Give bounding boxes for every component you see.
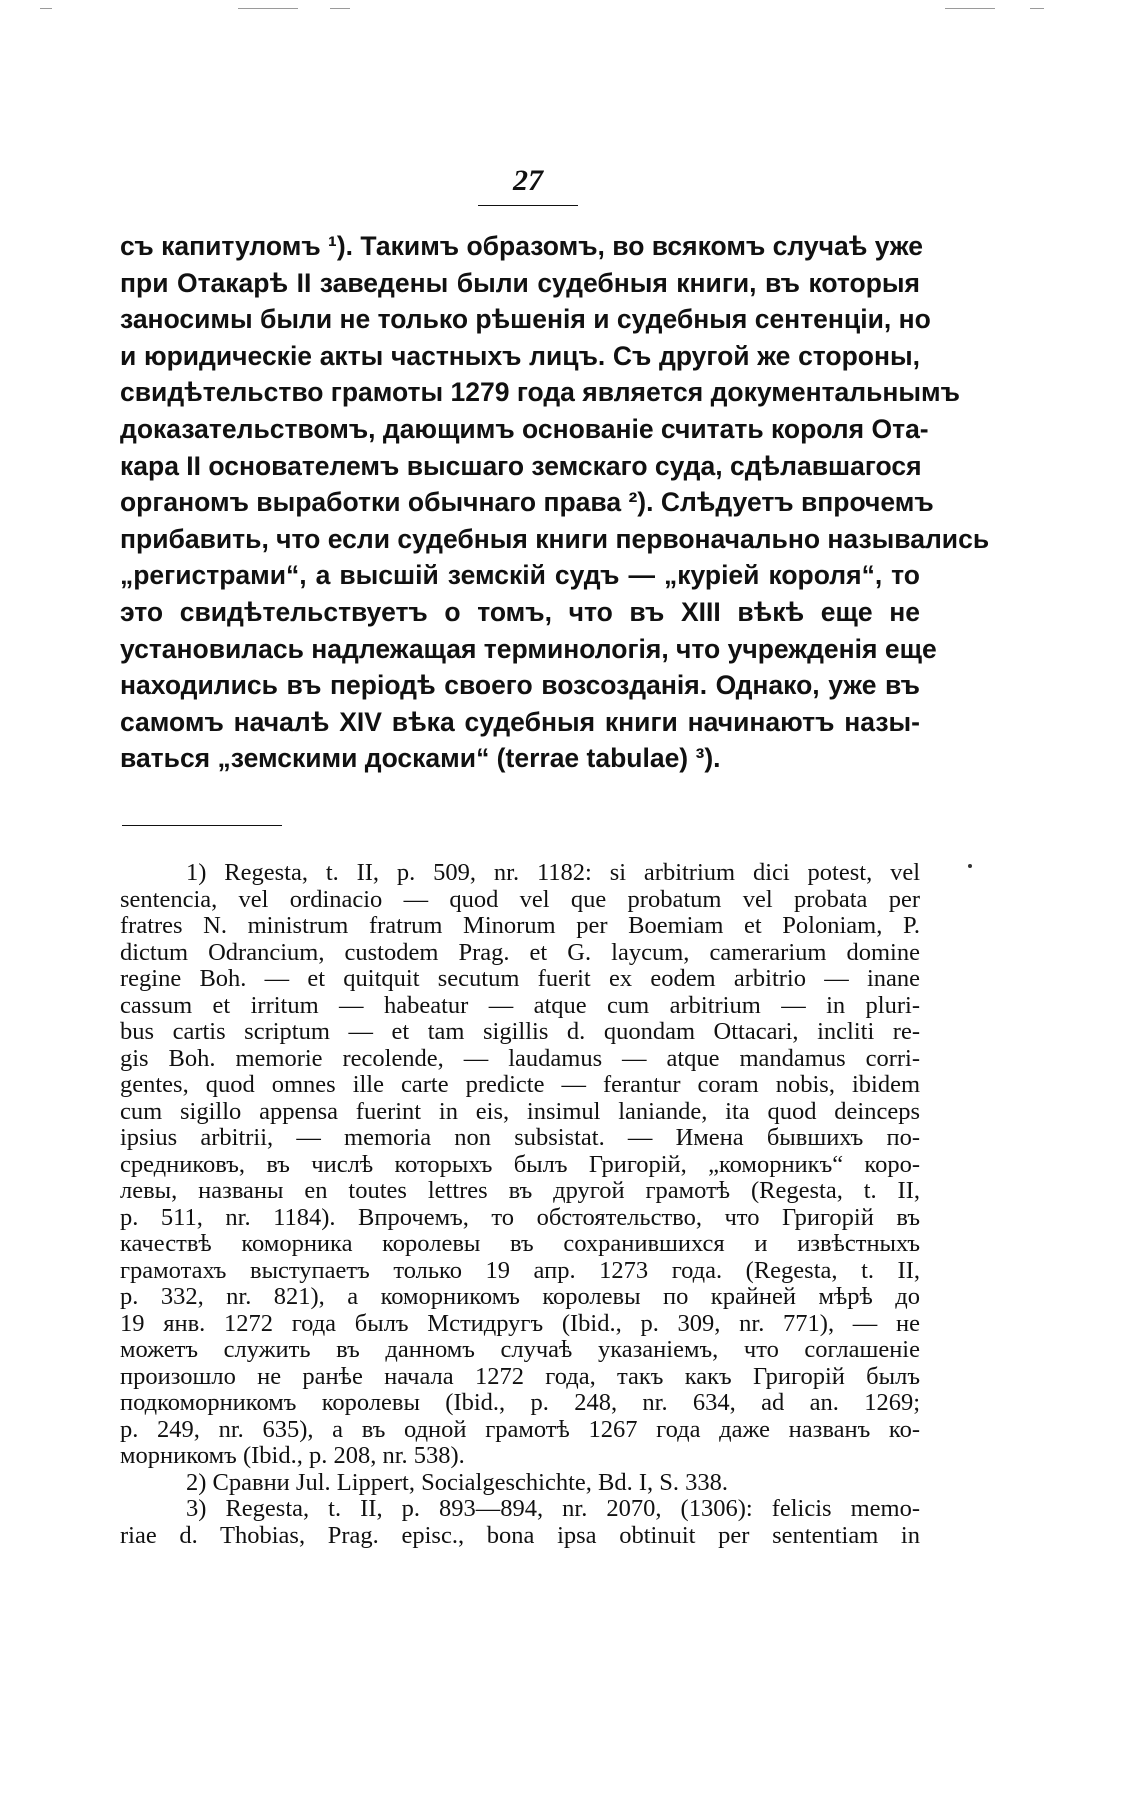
footnote-separator	[122, 825, 282, 826]
body-line: органомъ выработки обычнаго права ²). Слѣдуетъ впрочемъ	[120, 487, 934, 518]
body-line: прибавить, что если судебныя книги первоначально назывались	[120, 523, 990, 554]
footnote-line: 2) Сравни Jul. Lippert, Socialgeschichte, Bd. I, S. 338.	[186, 1468, 729, 1496]
footnote-line: морникомъ (Ibid., p. 208, nr. 538).	[120, 1442, 465, 1469]
footnote-line: 1) Regesta, t. II, p. 509, nr. 1182: si arbitrium dici potest, vel	[186, 859, 920, 886]
footnote-line: 19 янв. 1272 года былъ Мстидругъ (Ibid., p. 309, nr. 771), — не	[120, 1309, 920, 1337]
footnote-line: bus cartis scriptum — et tam sigillis d. quondam Ottacari, incliti re-	[120, 1018, 920, 1045]
page-number: 27	[513, 164, 543, 197]
footnote-line: dictum Odrancium, custodem Prag. et G. laycum, camerarium domine	[120, 938, 920, 966]
scan-speck	[968, 864, 972, 868]
footnote-line: можетъ служить въ данномъ случаѣ указаніемъ, что соглашеніе	[120, 1336, 920, 1363]
body-line: свидѣтельство грамоты 1279 года является документальнымъ	[120, 377, 960, 408]
body-line: кара II основателемъ высшаго земскаго суда, сдѣлавшагося	[120, 450, 922, 481]
footnote-fn3	[120, 1496, 920, 1549]
body-line: и юридическіе акты частныхъ лицъ. Съ другой же стороны,	[120, 340, 920, 371]
footnote-line: regine Boh. — et quitquit secutum fuerit ex eodem arbitrio — inane	[120, 965, 920, 992]
footnote-fn2	[120, 1470, 920, 1497]
body-line: при Отакарѣ II заведены были судебныя книги, въ которыя	[120, 267, 920, 298]
footnote-fn1	[120, 860, 920, 1470]
main-paragraph	[120, 228, 990, 777]
footnote-line: p. 511, nr. 1184). Впрочемъ, то обстоятельство, что Григорій въ	[120, 1203, 920, 1231]
footnote-line: cassum et irritum — habeatur — atque cum arbitrium — in pluri-	[120, 991, 920, 1019]
footnote-line: подкоморникомъ королевы (Ibid., p. 248, nr. 634, ad an. 1269;	[120, 1389, 920, 1416]
page-number-rule	[478, 205, 578, 206]
footnote-line: средниковъ, въ числѣ которыхъ былъ Григорій, „коморникъ“ коро-	[120, 1150, 920, 1178]
scan-edge-marks	[0, 8, 1140, 12]
body-line: съ капитуломъ ¹). Такимъ образомъ, во всякомъ случаѣ уже	[120, 231, 923, 261]
footnote-line: fratres N. ministrum fratrum Minorum per Boemiam et Poloniam, P.	[120, 912, 920, 939]
footnote-line: p. 332, nr. 821), а коморникомъ королевы по крайней мѣрѣ до	[120, 1283, 920, 1310]
body-line: это свидѣтельствуетъ о томъ, что въ XIII вѣкѣ еще не	[120, 596, 920, 627]
body-line: находились въ періодѣ своего возсозданія. Однако, уже въ	[120, 670, 920, 701]
footnote-line: gentes, quod omnes ille carte predicte — ferantur coram nobis, ibidem	[120, 1071, 920, 1098]
footnote-line: p. 249, nr. 635), а въ одной грамотѣ 1267 года даже названъ ко-	[120, 1415, 920, 1443]
body-line: „регистрами“, а высшій земскій судъ — „куріей короля“, то	[120, 560, 920, 591]
body-line: самомъ началѣ XIV вѣка судебныя книги начинаютъ назы-	[120, 706, 920, 737]
footnote-line: riae d. Thobias, Prag. episc., bona ipsa obtinuit per sententiam in	[120, 1521, 920, 1549]
footnote-line: cum sigillo appensa fuerint in eis, insimul laniande, ita quod deinceps	[120, 1097, 920, 1125]
footnotes	[120, 860, 920, 1549]
body-line: установилась надлежащая терминологія, что учрежденія еще	[120, 633, 937, 664]
footnote-line: грамотахъ выступаетъ только 19 апр. 1273 года. (Regesta, t. II,	[120, 1256, 920, 1284]
footnote-line: произошло не ранѣе начала 1272 года, такъ какъ Григорій былъ	[120, 1362, 920, 1390]
body-line: ваться „земскими досками“ (terrae tabulae) ³).	[120, 743, 721, 774]
footnote-line: левы, названы en toutes lettres въ другой грамотѣ (Regesta, t. II,	[120, 1177, 920, 1204]
body-line: заносимы были не только рѣшенія и судебныя сентенціи, но	[120, 304, 931, 335]
footnote-line: 3) Regesta, t. II, p. 893—894, nr. 2070, (1306): felicis memo-	[186, 1495, 920, 1522]
body-line: доказательствомъ, дающимъ основаніе считать короля Ота-	[120, 413, 929, 444]
footnote-line: ipsius arbitrii, — memoria non subsistat. — Имена бывшихъ по-	[120, 1124, 920, 1151]
footnote-line: gis Boh. memorie recolende, — laudamus — atque mandamus corri-	[120, 1044, 920, 1072]
footnote-line: качествѣ коморника королевы въ сохранившихся и извѣстныхъ	[120, 1230, 920, 1257]
footnote-line: sentencia, vel ordinacio — quod vel que probatum vel probata per	[120, 885, 920, 913]
